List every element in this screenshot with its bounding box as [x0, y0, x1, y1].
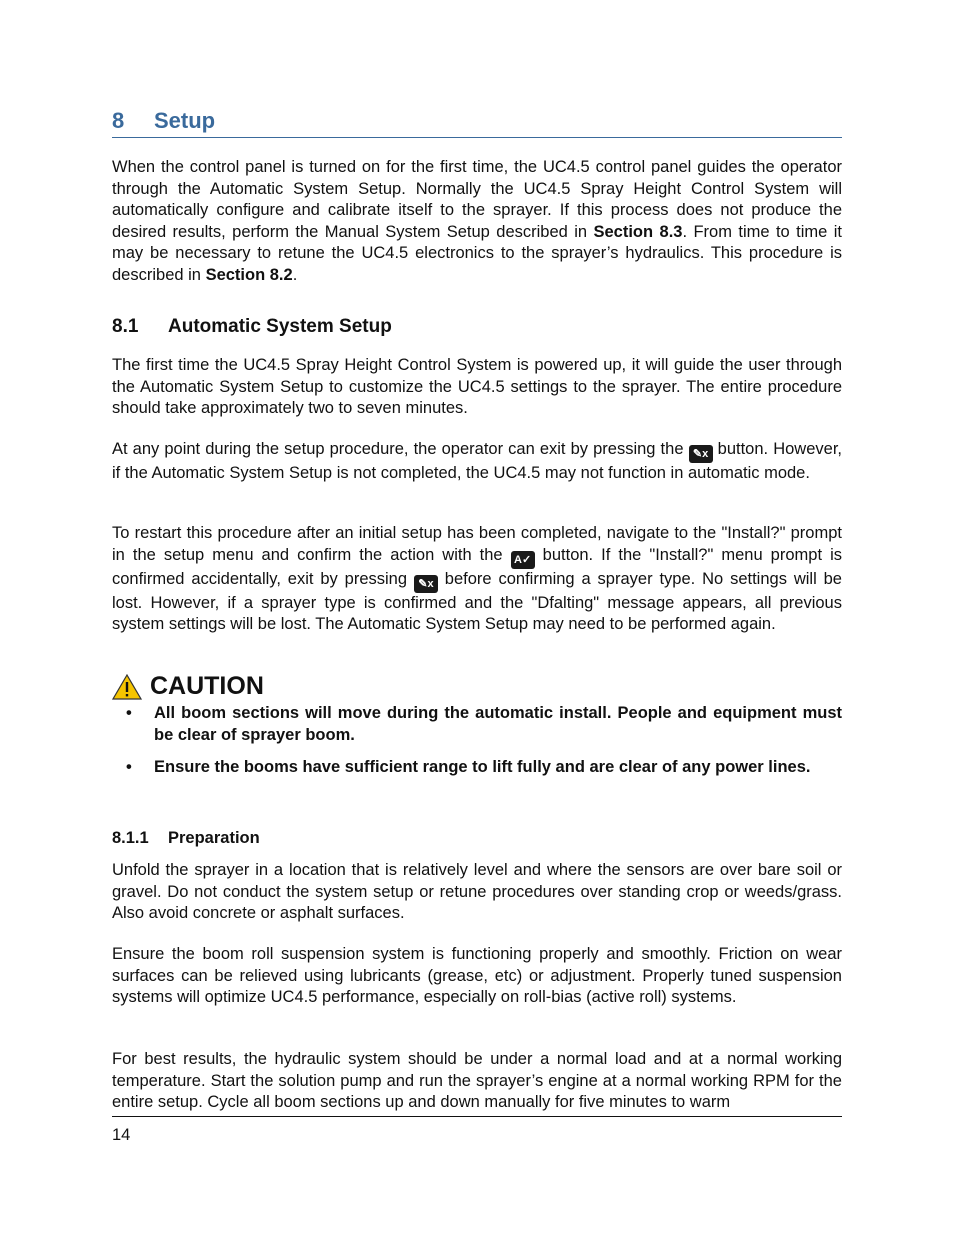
subsection-heading: 8.1 Automatic System Setup — [112, 316, 392, 337]
caution-heading: CAUTION — [112, 672, 264, 701]
section-heading — [112, 108, 842, 138]
paragraph: Ensure the boom roll suspension system is functioning properly and smoothly. Friction on wear surfaces can be relieved using lubricants (grease, etc) or adjustment. Properly tuned suspension systems will optimize UC4.5 performance, especially on roll-bias (active roll) systems. — [112, 945, 842, 1006]
wrench-exit-icon: ✎x — [414, 575, 438, 593]
footer-divider — [112, 1116, 842, 1117]
intro-paragraph: When the control panel is turned on for the first time, the UC4.5 control panel guides the operator through the Automatic System Setup. Normally the UC4.5 Spray Height Control System will automatically configure and calibrate itself to the sprayer. If this process does not produce the desired results, perform the Manual System Setup described in Section 8.3. From time to time it may be necessary to retune the UC4.5 electronics to the sprayer’s hydraulics. This procedure is described in Section 8.2. — [112, 158, 842, 284]
paragraph: The first time the UC4.5 Spray Height Control System is powered up, it will guide the user through the Automatic System Setup to customize the UC4.5 settings to the sprayer. The entire procedure should take approximately two to seven minutes. — [112, 356, 842, 417]
paragraph: At any point during the setup procedure, the operator can exit by pressing the ✎x button. However, if the Automatic System Setup is not completed, the UC4.5 may not function in automatic mode. — [112, 440, 842, 482]
caution-list — [112, 702, 842, 788]
list-item: • All boom sections will move during the automatic install. People and equipment must be clear of sprayer boom. — [126, 704, 842, 744]
section-ref: Section 8.3 — [593, 222, 683, 241]
paragraph: For best results, the hydraulic system should be under a normal load and at a normal working temperature. Start the solution pump and run the sprayer’s engine at a normal working RPM for the entire setup. Cycle all boom sections up and down manually for five minutes to warm — [112, 1050, 842, 1111]
subsubsection-heading: 8.1.1 Preparation — [112, 829, 260, 847]
paragraph: To restart this procedure after an initial setup has been completed, navigate to the "Install?" prompt in the setup menu and confirm the action with the A✓ button. If the "Install?" menu prompt is confirmed accidentally, exit by pressing ✎x before confirming a sprayer type. No settings will be lost. However, if a sprayer type is confirmed and the "Dfalting" message appears, all previous system settings will be lost. The Automatic System Setup may need to be performed again. — [112, 524, 842, 633]
section-title: Setup — [154, 108, 216, 133]
warning-triangle-icon — [112, 674, 142, 700]
section-ref: Section 8.2 — [205, 265, 293, 284]
paragraph: Unfold the sprayer in a location that is relatively level and where the sensors are over bare soil or gravel. Do not conduct the system setup or retune procedures over standing crop or weeds/grass. Also avoid concrete or asphalt surfaces. — [112, 861, 842, 922]
auto-confirm-icon: A✓ — [511, 551, 535, 569]
page-number: 14 — [112, 1126, 131, 1144]
section-number: 8 — [112, 108, 125, 133]
list-item: • Ensure the booms have sufficient range to lift fully and are clear of any power lines. — [126, 758, 811, 776]
wrench-exit-icon: ✎x — [689, 445, 713, 463]
